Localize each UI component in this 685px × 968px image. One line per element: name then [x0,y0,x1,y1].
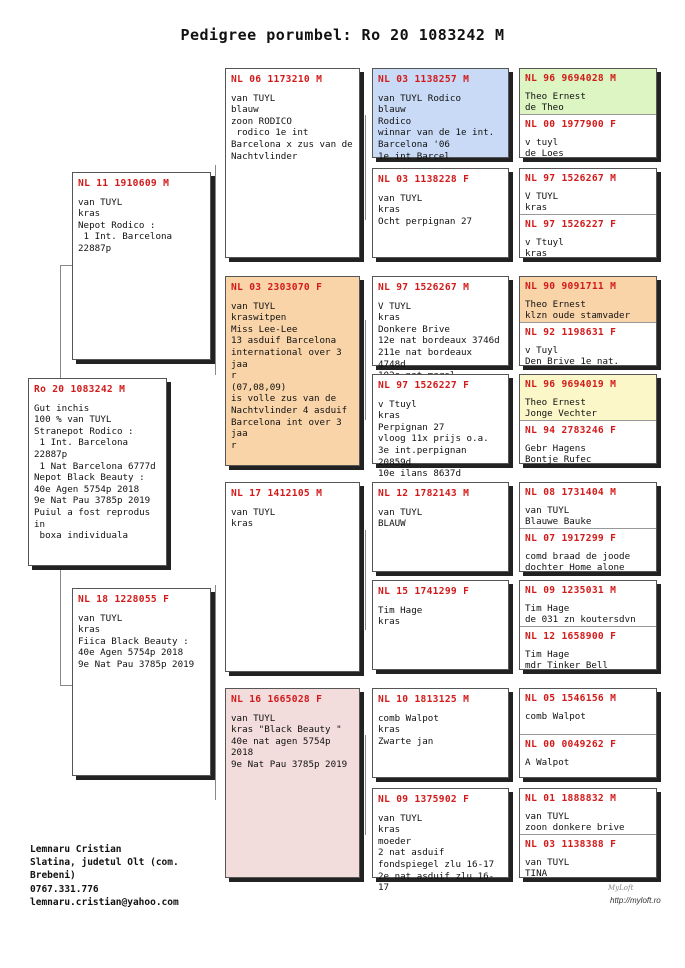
pigeon-card-subject[interactable] [28,378,167,566]
ring-number: NL 12 1782143 M [378,488,470,499]
connector-line [365,320,366,420]
pigeon-card-g4-3[interactable] [372,276,509,370]
ring-number: NL 03 2303070 F [231,282,323,293]
ring-number: NL 12 1658900 F [525,631,617,642]
ring-number: NL 15 1741299 F [378,586,470,597]
pigeon-card-g5-14[interactable] [520,734,656,779]
pigeon-description: van TUYL kras Nepot Rodico : 1 Int. Barcelona 22887p [78,196,173,254]
pigeon-card-g5-2[interactable] [520,114,656,159]
pigeon-card-g3-dam-dam[interactable] [225,688,360,878]
pigeon-card-g5-8[interactable] [520,420,656,465]
pigeon-card-g5-5[interactable] [520,277,656,322]
pigeon-description: Tim Hage de 031 zn koutersdvn [525,602,636,626]
connector-line [365,115,366,220]
pigeon-card-g5-11[interactable] [520,581,656,626]
pigeon-description: van TUYL kras [231,506,276,530]
ring-number: NL 05 1546156 M [525,693,617,704]
pigeon-card-g5-7[interactable] [520,375,656,420]
ring-number: NL 18 1228055 F [78,594,170,605]
pigeon-card-sire[interactable] [72,172,211,360]
pigeon-card-g5-15[interactable] [520,789,656,834]
pigeon-pair-g5-2[interactable] [519,168,657,258]
pigeon-description: v Tuyl Den Brive 1e nat. [525,344,620,368]
connector-line [365,735,366,835]
pigeon-description: V TUYL kras Donkere Brive 12e nat bordeaux 3746d 211e nat bordeaux 4748d [378,300,500,370]
pigeon-card-g5-16[interactable] [520,834,656,879]
ring-number: NL 09 1375902 F [378,794,470,805]
pigeon-description: comb Walpot kras Zwarte jan [378,712,439,747]
pigeon-description: Theo Ernest klzn oude stamvader [525,298,631,322]
connector-line [215,585,216,800]
pigeon-pair-g5-1[interactable] [519,68,657,158]
myloft-logo: MyLoft [608,884,634,892]
pigeon-card-g4-5[interactable] [372,482,509,572]
pigeon-pair-g5-4[interactable] [519,374,657,464]
pigeon-description: van TUYL kras Ocht perpignan 27 [378,192,473,227]
pigeon-card-g5-13[interactable] [520,689,656,734]
pigeon-card-g4-4[interactable] [372,374,509,480]
pigeon-description: Tim Hage kras [378,604,423,628]
pigeon-pair-g5-3[interactable] [519,276,657,366]
ring-number: NL 97 1526267 M [525,173,617,184]
ring-number: NL 97 1526267 M [378,282,470,293]
pigeon-card-g4-6[interactable] [372,580,509,670]
pigeon-description: Gut inchis 100 % van TUYL Stranepot Rodico : 1 Int. Barcelona 22887p 1 Nat Barcelona 6777d Nepot Black Beauty : 40e Agen 5754p 2018 9e Nat Pau 3785p 2019 Puiul a fost reprodus in boxa individuala [34,402,156,542]
pigeon-description: comd braad de joode dochter Home alone [525,550,631,574]
pigeon-description: A Walpot [525,756,570,768]
pigeon-description: van TUYL kraswitpen Miss Lee-Lee 13 asduif Barcelona international over 3 jaa r (07,08,09) is volle zus van de Nachtvlinder 4 asduif Barcelona int over 3 jaa r [231,300,348,451]
pigeon-card-g5-1[interactable] [520,69,656,114]
connector-line [365,530,366,630]
connector-line [60,685,72,686]
pigeon-card-g4-1[interactable] [372,68,509,162]
connector-line [215,165,216,375]
pigeon-description: V TUYL kras [525,190,559,214]
pigeon-description: van TUYL kras moeder 2 nat asduif fondspiegel zlu 16-17 2e nat asduif zlu 16-17 [378,812,495,894]
pigeon-card-g5-4[interactable] [520,214,656,259]
pigeon-pair-g5-5[interactable] [519,482,657,572]
pigeon-card-g3-sire-sire[interactable] [225,68,360,258]
owner-address: Slatina, judetul Olt (com. Brebeni) [30,857,179,882]
pigeon-card-g5-9[interactable] [520,483,656,528]
pigeon-card-g3-sire-dam[interactable] [225,276,360,466]
owner-name: Lemnaru Cristian [30,844,122,855]
ring-number: NL 97 1526227 F [525,219,617,230]
pigeon-description: Theo Ernest Jonge Vechter [525,396,597,420]
pigeon-card-g4-2[interactable] [372,168,509,258]
owner-phone: 0767.331.776 [30,883,99,895]
pigeon-card-g4-7[interactable] [372,688,509,778]
ring-number: NL 92 1198631 F [525,327,617,338]
pigeon-pair-g5-7[interactable] [519,688,657,778]
ring-number: NL 00 1977900 F [525,119,617,130]
ring-number: NL 03 1138228 F [378,174,470,185]
ring-number: NL 08 1731404 M [525,487,617,498]
ring-number: NL 01 1888832 M [525,793,617,804]
ring-number: Ro 20 1083242 M [34,384,126,395]
ring-number: NL 09 1235031 M [525,585,617,596]
ring-number: NL 06 1173210 M [231,74,323,85]
ring-number: NL 03 1138388 F [525,839,617,850]
pigeon-card-g5-10[interactable] [520,528,656,573]
ring-number: NL 07 1917299 F [525,533,617,544]
pigeon-description: van TUYL TINA [525,856,570,880]
ring-number: NL 96 9694028 M [525,73,617,84]
pigeon-card-g5-12[interactable] [520,626,656,671]
pigeon-description: van TUYL Blauwe Bauke [525,504,592,528]
pigeon-description: Tim Hage mdr Tinker Bell [525,648,608,672]
pigeon-description: Theo Ernest de Theo [525,90,586,114]
page-title: Pedigree porumbel: Ro 20 1083242 M [180,26,505,44]
pigeon-card-g5-3[interactable] [520,169,656,214]
pigeon-pair-g5-8[interactable] [519,788,657,878]
ring-number: NL 97 1526227 F [378,380,470,391]
pigeon-description: v tuyl de Loes [525,136,564,160]
pigeon-description: v Ttuyl kras [525,236,564,260]
pigeon-card-dam[interactable] [72,588,211,776]
ring-number: NL 94 2783246 F [525,425,617,436]
pigeon-pair-g5-6[interactable] [519,580,657,670]
connector-line [60,265,72,266]
pigeon-description: comb Walpot [525,710,586,722]
ring-number: NL 16 1665028 F [231,694,323,705]
pigeon-description: van TUYL zoon donkere brive [525,810,625,834]
ring-number: NL 03 1138257 M [378,74,470,85]
site-link[interactable]: http://myloft.ro [610,896,661,905]
pigeon-description: van TUYL kras "Black Beauty " 40e nat agen 5754p 2018 9e Nat Pau 3785p 2019 [231,712,348,770]
ring-number: NL 90 9091711 M [525,281,617,292]
pigeon-description: van TUYL kras Fiica Black Beauty : 40e Agen 5754p 2018 9e Nat Pau 3785p 2019 [78,612,195,670]
ring-number: NL 96 9694019 M [525,379,617,390]
pigeon-description: Gebr Hagens Bontje Rufec [525,442,592,466]
owner-email[interactable]: lemnaru.cristian@yahoo.com [30,896,179,908]
pigeon-description: van TUYL Rodico blauw Rodico winnar van de 1e int. Barcelona '06 1e int Barcel [378,92,495,162]
ring-number: NL 00 0049262 F [525,739,617,750]
pigeon-card-g4-8[interactable] [372,788,509,894]
pigeon-description: v Ttuyl kras Perpignan 27 vloog 11x prijs o.a. 3e int.perpignan 20859d 10e ilans 8637d [378,398,489,480]
pigeon-description: van TUYL BLAUW [378,506,423,530]
pigeon-card-g5-6[interactable] [520,322,656,367]
ring-number: NL 17 1412105 M [231,488,323,499]
ring-number: NL 10 1813125 M [378,694,470,705]
pigeon-description: van TUYL blauw zoon RODICO rodico 1e int Barcelona x zus van de Nachtvlinder [231,92,353,162]
ring-number: NL 11 1910609 M [78,178,170,189]
owner-info [30,843,179,909]
pigeon-card-g3-dam-sire[interactable] [225,482,360,672]
